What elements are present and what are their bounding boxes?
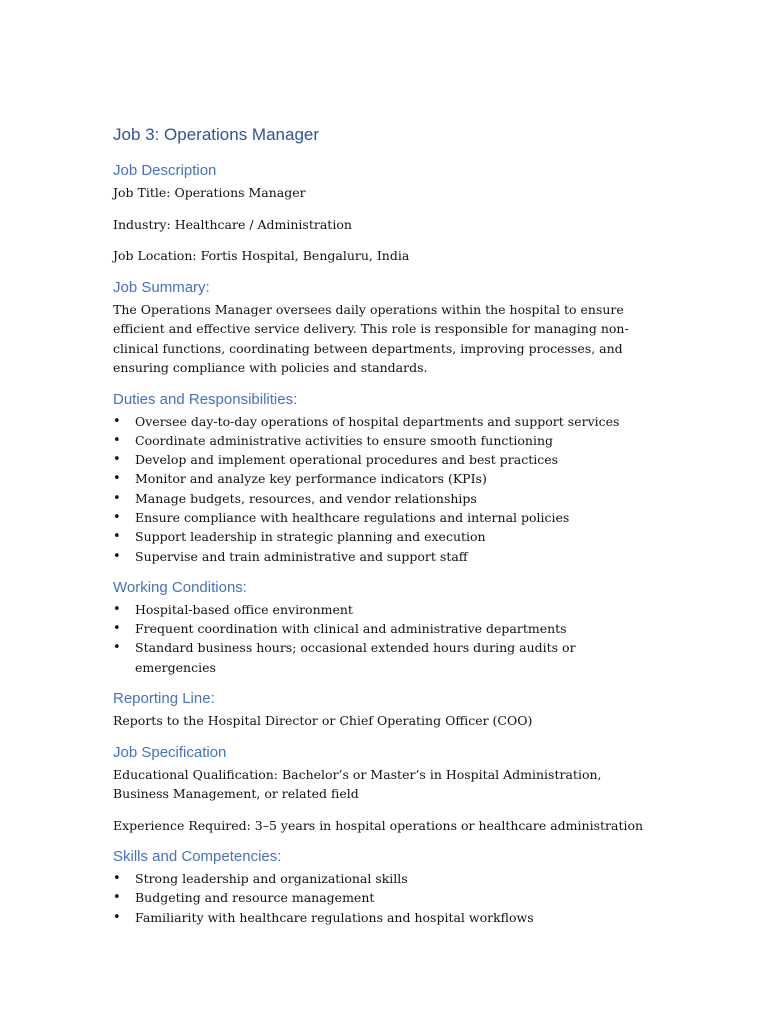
location-line: Job Location: Fortis Hospital, Bengaluru, India (113, 248, 410, 263)
list-item: • Budgeting and resource management (113, 888, 653, 907)
list-item: • Hospital-based office environment (113, 600, 653, 619)
list-item: • Manage budgets, resources, and vendor relationships (113, 489, 653, 508)
working-conditions-heading: Working Conditions: (113, 578, 247, 596)
reporting-line-text: Reports to the Hospital Director or Chief Operating Officer (COO) (113, 713, 533, 729)
job-description-heading: Job Description (113, 162, 217, 179)
job-summary-text: The Operations Manager oversees daily operations within the hospital to ensure efficient and effective service delivery. This role is responsible for managing non-clinical functions, coordinating between departments, improving processes, and ensuring compliance with policies and standards. (113, 301, 629, 375)
duties-list (113, 412, 653, 566)
list-item: • Strong leadership and organizational skills (113, 869, 653, 888)
list-item: • Support leadership in strategic planning and execution (113, 527, 653, 546)
list-item: • Supervise and train administrative and support staff (113, 547, 653, 566)
job-specification-heading: Job Specification (113, 743, 227, 761)
list-item: • Familiarity with healthcare regulations and hospital workflows (113, 908, 653, 927)
document-title: Job 3: Operations Manager (113, 125, 320, 144)
list-item: • Frequent coordination with clinical and administrative departments (113, 619, 653, 638)
list-item: • Oversee day-to-day operations of hospital departments and support services (113, 412, 653, 431)
working-conditions-list (113, 600, 653, 677)
industry-line: Industry: Healthcare / Administration (113, 216, 352, 232)
experience-text: Experience Required: 3–5 years in hospital operations or healthcare administration (113, 817, 644, 833)
reporting-line-heading: Reporting Line: (113, 690, 215, 708)
skills-list (113, 869, 653, 927)
job-summary-heading: Job Summary: (113, 278, 210, 296)
skills-heading: Skills and Competencies: (113, 848, 282, 866)
list-item: • Develop and implement operational procedures and best practices (113, 450, 653, 469)
list-item: • Ensure compliance with healthcare regulations and internal policies (113, 508, 653, 527)
list-item: • Coordinate administrative activities to ensure smooth functioning (113, 431, 653, 450)
list-item: • Monitor and analyze key performance indicators (KPIs) (113, 469, 653, 488)
education-text: Educational Qualification: Bachelor’s or Master’s in Hospital Administration, Business Management, or related field (113, 766, 602, 802)
list-item: • Standard business hours; occasional extended hours during audits or emergencies (113, 638, 653, 677)
duties-heading: Duties and Responsibilities: (113, 390, 298, 408)
document-body (113, 124, 653, 939)
job-title-line: Job Title: Operations Manager (113, 185, 306, 200)
